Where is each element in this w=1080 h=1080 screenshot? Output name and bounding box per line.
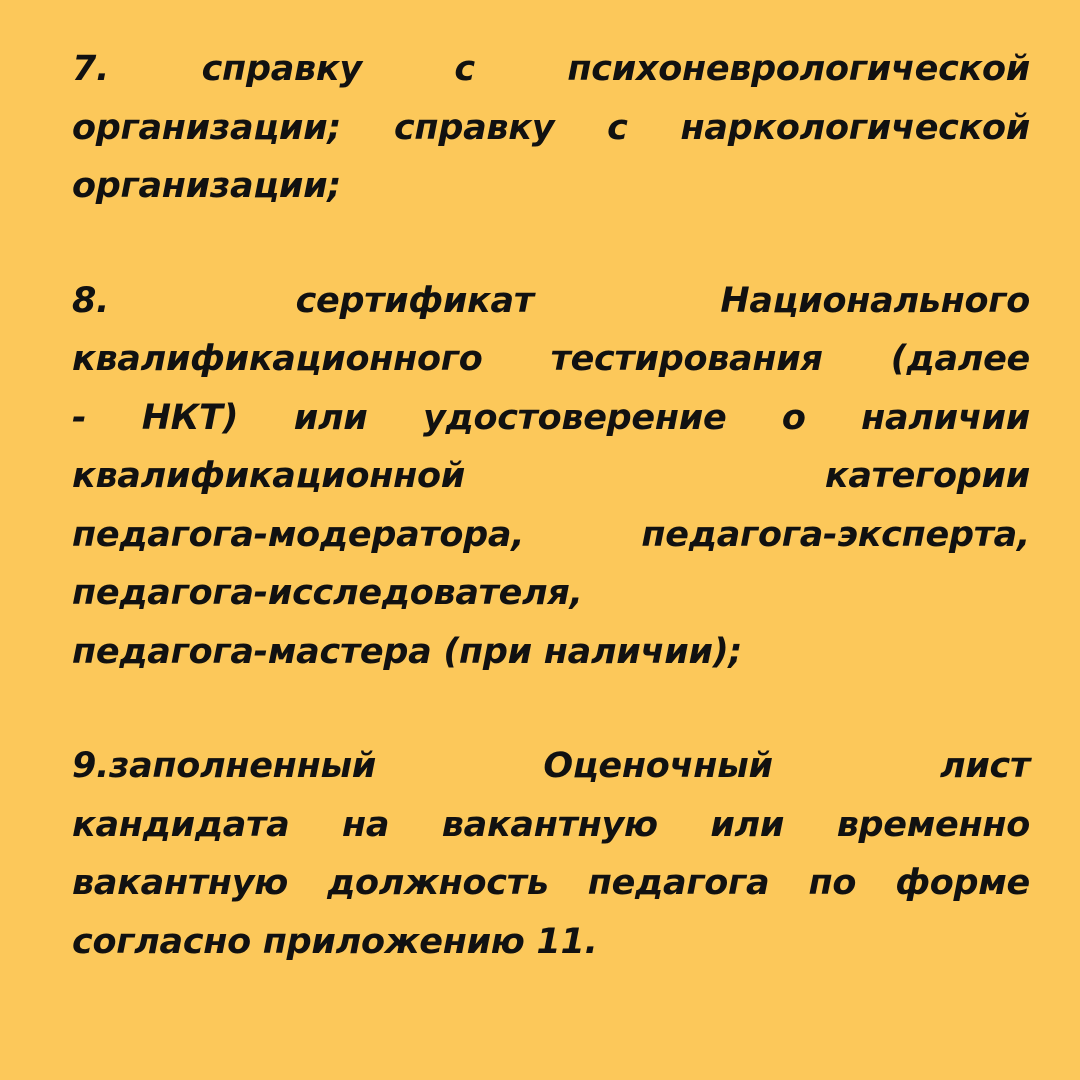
word: 9.заполненный <box>72 746 377 786</box>
word: удостоверение <box>422 397 727 438</box>
text-line <box>72 796 1030 855</box>
word: должность <box>327 863 549 903</box>
text-line <box>72 157 1030 216</box>
word: 7. <box>72 49 110 89</box>
word: тестирования <box>550 339 823 379</box>
word: (далее <box>890 339 1030 379</box>
word: согласно приложению 11. <box>72 921 598 962</box>
text-line <box>72 272 1030 331</box>
word: педагога-эксперта, <box>641 514 1030 555</box>
word: сертификат <box>295 280 534 321</box>
document-body <box>72 40 1030 971</box>
list-item <box>72 40 1030 216</box>
word: Национального <box>720 280 1030 321</box>
word: наркологической <box>680 107 1030 148</box>
word: или <box>293 397 368 438</box>
word: НКТ) <box>141 397 239 438</box>
text-line <box>72 447 1030 506</box>
text-line <box>72 854 1030 913</box>
word: педагога-исследователя, <box>72 573 583 613</box>
word: Оценочный <box>543 746 773 786</box>
word: справку <box>393 107 555 148</box>
word: с <box>454 49 475 89</box>
text-line <box>72 564 1030 623</box>
word: категории <box>824 456 1030 496</box>
word: педагога-мастера (при наличии); <box>72 631 743 672</box>
text-line <box>72 737 1030 796</box>
word: педагога-модератора, <box>72 514 525 555</box>
text-line <box>72 99 1030 158</box>
word: кандидата <box>72 804 290 845</box>
word: по <box>808 863 857 903</box>
word: педагога <box>587 863 770 903</box>
word: вакантную <box>72 863 288 903</box>
word: квалификационного <box>72 339 483 379</box>
word: - <box>72 397 87 438</box>
word: форме <box>895 863 1030 903</box>
word: с <box>607 107 628 148</box>
word: квалификационной <box>72 456 465 496</box>
text-line <box>72 389 1030 448</box>
word: организации; <box>72 166 342 206</box>
word: наличии <box>861 397 1030 438</box>
word: лист <box>939 746 1030 786</box>
word: или <box>710 804 785 845</box>
list-item <box>72 737 1030 971</box>
word: вакантную <box>441 804 658 845</box>
text-line <box>72 913 1030 972</box>
list-item <box>72 272 1030 682</box>
text-line <box>72 506 1030 565</box>
text-line <box>72 40 1030 99</box>
word: на <box>342 804 390 845</box>
word: о <box>781 397 806 438</box>
word: временно <box>836 804 1030 845</box>
word: 8. <box>72 280 110 321</box>
word: справку <box>201 49 362 89</box>
word: психоневрологической <box>567 49 1030 89</box>
word: организации; <box>72 107 342 148</box>
text-line <box>72 330 1030 389</box>
text-line <box>72 623 1030 682</box>
